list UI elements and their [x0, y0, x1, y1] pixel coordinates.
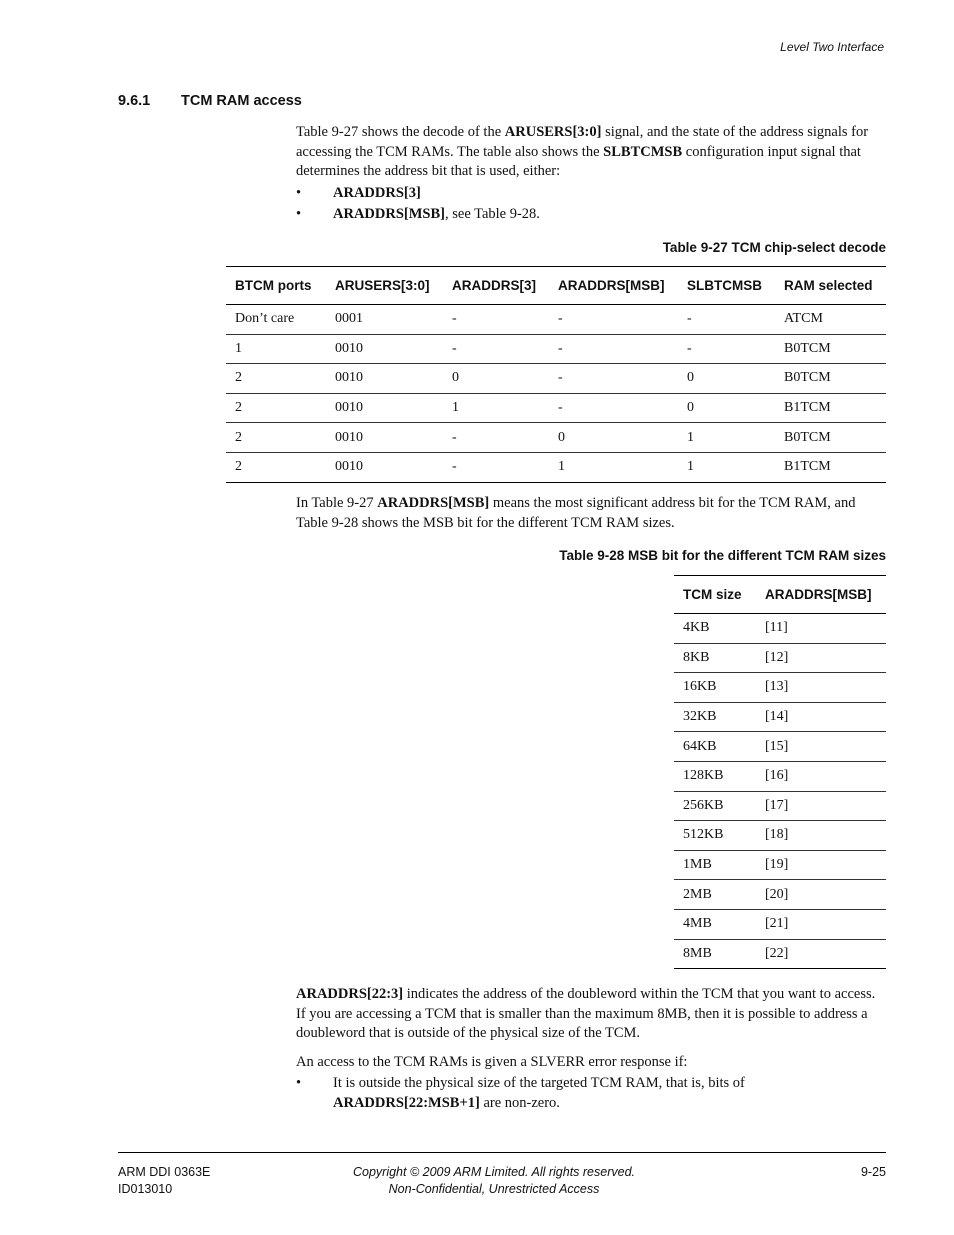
- table-cell: 1: [678, 423, 775, 453]
- slverr-paragraph: An access to the TCM RAMs is given a SLVERR error response if:: [296, 1054, 688, 1070]
- table-cell: [13]: [756, 673, 886, 703]
- bullet-symbol: •: [296, 1075, 302, 1091]
- table-cell: B0TCM: [775, 423, 886, 453]
- table-cell: [11]: [756, 614, 886, 644]
- table-cell: [16]: [756, 761, 886, 791]
- intro-text-1: Table 9-27 shows the decode of the: [296, 124, 505, 140]
- table-row: [674, 732, 886, 762]
- doubleword-paragraph: [296, 985, 888, 1044]
- table-cell: [20]: [756, 880, 886, 910]
- footer-copyright: Copyright © 2009 ARM Limited. All rights reserved.: [352, 1165, 635, 1179]
- table-cell: 1: [549, 452, 678, 482]
- table-cell: Don’t care: [226, 305, 326, 335]
- table-row: [226, 364, 886, 394]
- table-row: [226, 452, 886, 482]
- table-cell: 0010: [326, 334, 443, 364]
- table-cell: -: [549, 334, 678, 364]
- intro-signal-slbtcmsb: SLBTCMSB: [603, 143, 683, 160]
- doubleword-signal: ARADDRS[22:3]: [296, 986, 404, 1002]
- table-cell: 1: [678, 452, 775, 482]
- footer-center: [300, 1164, 688, 1198]
- column-header: ARADDRS[MSB]: [549, 267, 678, 305]
- table-cell: -: [549, 305, 678, 335]
- table-cell: B1TCM: [775, 452, 886, 482]
- column-header: ARUSERS[3:0]: [326, 267, 443, 305]
- footer-doc-id: ARM DDI 0363E: [118, 1165, 211, 1179]
- table-cell: 0: [549, 423, 678, 453]
- bullet-symbol: •: [296, 185, 302, 201]
- table-cell: -: [549, 364, 678, 394]
- table-9-28-caption: Table 9-28 MSB bit for the different TCM RAM sizes: [559, 548, 886, 563]
- running-header: Level Two Interface: [780, 40, 884, 54]
- table-9-27: [226, 266, 886, 483]
- column-header: SLBTCMSB: [678, 267, 775, 305]
- footer-left: [118, 1164, 210, 1198]
- table-cell: 0010: [326, 393, 443, 423]
- list-item: [296, 183, 888, 204]
- table-row: [674, 673, 886, 703]
- table-row: [674, 939, 886, 969]
- table-cell: [14]: [756, 702, 886, 732]
- table-cell: 2: [226, 393, 326, 423]
- table-cell: -: [678, 334, 775, 364]
- table-cell: ATCM: [775, 305, 886, 335]
- table-row: [674, 880, 886, 910]
- intro-text-3: configuration input signal that determines the address bit that is used, either:: [296, 143, 861, 179]
- table-cell: 2: [226, 423, 326, 453]
- bullet-signal: ARADDRS[22:MSB+1]: [333, 1094, 480, 1111]
- column-header: BTCM ports: [226, 267, 326, 305]
- table-cell: 0: [678, 393, 775, 423]
- column-header: RAM selected: [775, 267, 886, 305]
- table-header-row: [674, 576, 886, 614]
- slverr-bullet-list: [296, 1074, 888, 1113]
- table-cell: -: [443, 305, 549, 335]
- bullet-symbol: •: [296, 206, 302, 222]
- table-9-27-caption: Table 9-27 TCM chip-select decode: [662, 240, 886, 255]
- table-row: [674, 761, 886, 791]
- bullet-signal: ARADDRS[MSB]: [333, 206, 445, 222]
- msb-paragraph: [296, 494, 888, 533]
- footer-confidentiality: Non-Confidential, Unrestricted Access: [388, 1182, 600, 1196]
- table-row: [674, 850, 886, 880]
- table-cell: -: [443, 423, 549, 453]
- table-row: [674, 643, 886, 673]
- table-cell: B0TCM: [775, 364, 886, 394]
- table-cell: [19]: [756, 850, 886, 880]
- table-cell: 1: [226, 334, 326, 364]
- bullet-text: It is outside the physical size of the targeted TCM RAM, that is, bits of: [333, 1075, 745, 1091]
- table-cell: 512KB: [674, 821, 756, 851]
- table-cell: 128KB: [674, 761, 756, 791]
- table-cell: 0: [443, 364, 549, 394]
- column-header: ARADDRS[MSB]: [756, 576, 886, 614]
- intro-signal-arusers: ARUSERS[3:0]: [504, 124, 602, 140]
- table-row: [674, 909, 886, 939]
- table-cell: [12]: [756, 643, 886, 673]
- table-cell: 0010: [326, 423, 443, 453]
- table-cell: [15]: [756, 732, 886, 762]
- table-cell: [18]: [756, 821, 886, 851]
- table-cell: 4MB: [674, 909, 756, 939]
- table-row: [674, 614, 886, 644]
- table-cell: 8MB: [674, 939, 756, 969]
- table-cell: 2: [226, 452, 326, 482]
- table-cell: 1MB: [674, 850, 756, 880]
- bullet-text: are non-zero.: [479, 1094, 560, 1111]
- table-cell: B0TCM: [775, 334, 886, 364]
- table-row: [226, 305, 886, 335]
- table-9-28: [674, 575, 886, 969]
- table-cell: 256KB: [674, 791, 756, 821]
- table-cell: 2MB: [674, 880, 756, 910]
- table-cell: 8KB: [674, 643, 756, 673]
- table-cell: 0010: [326, 364, 443, 394]
- table-cell: 0001: [326, 305, 443, 335]
- table-row: [226, 393, 886, 423]
- table-cell: 2: [226, 364, 326, 394]
- intro-paragraph: [296, 123, 888, 182]
- table-cell: -: [549, 393, 678, 423]
- section-number: 9.6.1: [118, 93, 151, 109]
- bullet-signal: ARADDRS[3]: [333, 185, 421, 201]
- table-cell: B1TCM: [775, 393, 886, 423]
- table-cell: 32KB: [674, 702, 756, 732]
- footer-page-number: 9-25: [860, 1165, 886, 1179]
- msb-text-2: means the most significant address bit for the TCM RAM, and Table 9-28 shows the MSB bit for the different TCM RAM sizes.: [296, 495, 856, 531]
- table-cell: 1: [443, 393, 549, 423]
- msb-text-1: In Table 9-27: [296, 495, 378, 511]
- table-cell: 64KB: [674, 732, 756, 762]
- table-cell: -: [443, 452, 549, 482]
- table-row: [674, 791, 886, 821]
- msb-signal: ARADDRS[MSB]: [377, 495, 490, 511]
- table-cell: 0: [678, 364, 775, 394]
- list-item: [296, 1074, 888, 1113]
- footer-issue-id: ID013010: [118, 1182, 173, 1196]
- column-header: ARADDRS[3]: [443, 267, 549, 305]
- table-cell: -: [443, 334, 549, 364]
- table-row: [226, 423, 886, 453]
- table-row: [226, 334, 886, 364]
- table-cell: [22]: [756, 939, 886, 969]
- intro-text-2: signal, and the state of the address signals for accessing the TCM RAMs. The table also shows the: [296, 124, 869, 160]
- table-cell: 16KB: [674, 673, 756, 703]
- footer-divider: [118, 1152, 886, 1153]
- table-cell: [21]: [756, 909, 886, 939]
- table-cell: 4KB: [674, 614, 756, 644]
- intro-bullet-list: [296, 183, 888, 225]
- section-title: TCM RAM access: [181, 93, 302, 109]
- table-cell: [17]: [756, 791, 886, 821]
- list-item: [296, 204, 888, 225]
- column-header: TCM size: [674, 576, 756, 614]
- doubleword-text: indicates the address of the doubleword within the TCM that you want to access. If you are accessing a TCM that is smaller than the maximum 8MB, then it is possible to address a doubleword that is outside of the physical size of the TCM.: [296, 986, 876, 1041]
- table-header-row: [226, 267, 886, 305]
- table-cell: -: [678, 305, 775, 335]
- bullet-text: , see Table 9-28.: [444, 206, 540, 222]
- table-row: [674, 702, 886, 732]
- table-row: [674, 821, 886, 851]
- table-cell: 0010: [326, 452, 443, 482]
- section-heading: [118, 93, 302, 109]
